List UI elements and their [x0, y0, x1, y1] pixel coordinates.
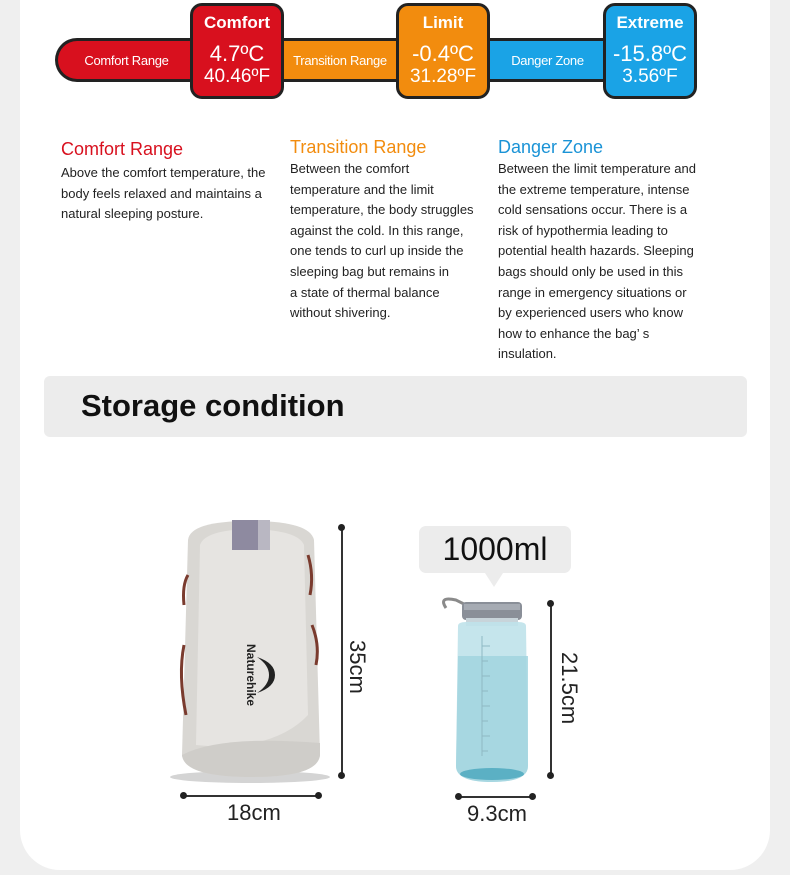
description-line: a state of thermal balance: [290, 284, 440, 300]
limit-celsius: -0.4ºC: [412, 41, 474, 66]
danger-zone-description: [498, 159, 696, 365]
comfort-temperature-box: [190, 3, 284, 99]
description-line: the extreme temperature, intense: [498, 181, 690, 197]
description-line: bags should only be used in this: [498, 263, 684, 279]
transition-range-description: [290, 159, 474, 324]
extreme-fahrenheit: 3.56ºF: [622, 66, 678, 87]
dimension-endpoint: [547, 600, 554, 607]
naturehike-mountain-icon: [255, 655, 277, 695]
danger-zone-segment: [485, 38, 610, 82]
bottle-height-line: [550, 604, 552, 776]
dimension-endpoint: [455, 793, 462, 800]
comfort-range-label: Comfort Range: [84, 52, 169, 68]
tag-pointer: [485, 573, 503, 587]
description-line: temperature and the limit: [290, 181, 434, 197]
transition-range-title: Transition Range: [290, 137, 427, 157]
description-line: Between the comfort: [290, 161, 410, 176]
bottle-width-label: 9.3cm: [467, 801, 527, 826]
storage-condition-banner: [44, 376, 747, 437]
bottle-volume-label: 1000ml: [442, 531, 548, 567]
dimension-endpoint: [315, 792, 322, 799]
description-line: risk of hypothermia leading to: [498, 222, 668, 238]
bottle-height-label: 21.5cm: [557, 652, 582, 725]
comfort-fahrenheit: 40.46ºF: [203, 66, 271, 87]
description-line: natural sleeping posture.: [61, 206, 204, 222]
dimension-endpoint: [338, 524, 345, 531]
comfort-heading: Comfort: [203, 13, 271, 32]
limit-heading: Limit: [422, 13, 464, 32]
extreme-temperature-box: [603, 3, 697, 99]
description-line: body feels relaxed and maintains a: [61, 185, 262, 201]
bottle-volume-tag: [419, 526, 571, 573]
description-line: without shivering.: [290, 305, 391, 321]
storage-condition-title: Storage condition: [81, 388, 345, 423]
comfort-range-description: [61, 163, 266, 225]
transition-range-label: Transition Range: [293, 52, 387, 68]
description-line: temperature, the body struggles: [290, 202, 474, 218]
brand-text: Naturehike: [244, 643, 258, 707]
extreme-celsius: -15.8ºC: [612, 41, 688, 66]
comfort-range-title: Comfort Range: [61, 139, 184, 159]
comfort-range-segment: [55, 38, 205, 82]
limit-temperature-box: [396, 3, 490, 99]
description-line: by experienced users who know: [498, 305, 683, 321]
comfort-celsius: 4.7ºC: [209, 41, 265, 66]
danger-zone-title: Danger Zone: [498, 137, 604, 157]
description-line: cold sensations occur. There is a: [498, 202, 688, 218]
description-line: insulation.: [498, 346, 557, 362]
bag-width-line: [183, 795, 319, 797]
limit-fahrenheit: 31.28ºF: [409, 66, 477, 87]
description-line: Between the limit temperature and: [498, 161, 696, 176]
bottle-width-line: [458, 796, 533, 798]
danger-zone-label: Danger Zone: [511, 52, 584, 68]
dimension-endpoint: [547, 772, 554, 779]
extreme-heading: Extreme: [616, 13, 684, 32]
description-line: Above the comfort temperature, the: [61, 165, 266, 180]
dimension-endpoint: [529, 793, 536, 800]
transition-range-segment: [280, 38, 400, 82]
bag-height-label: 35cm: [345, 640, 370, 694]
description-line: one tends to curl up inside the: [290, 243, 464, 259]
description-line: range in emergency situations or: [498, 284, 687, 300]
bag-height-line: [341, 528, 343, 776]
dimension-endpoint: [180, 792, 187, 799]
description-line: sleeping bag but remains in: [290, 263, 449, 279]
water-bottle-image: [436, 596, 536, 786]
description-line: how to enhance the bag’ s: [498, 325, 650, 341]
dimension-endpoint: [338, 772, 345, 779]
bag-width-label: 18cm: [227, 800, 281, 825]
description-line: potential health hazards. Sleeping: [498, 243, 694, 259]
description-line: against the cold. In this range,: [290, 222, 464, 238]
